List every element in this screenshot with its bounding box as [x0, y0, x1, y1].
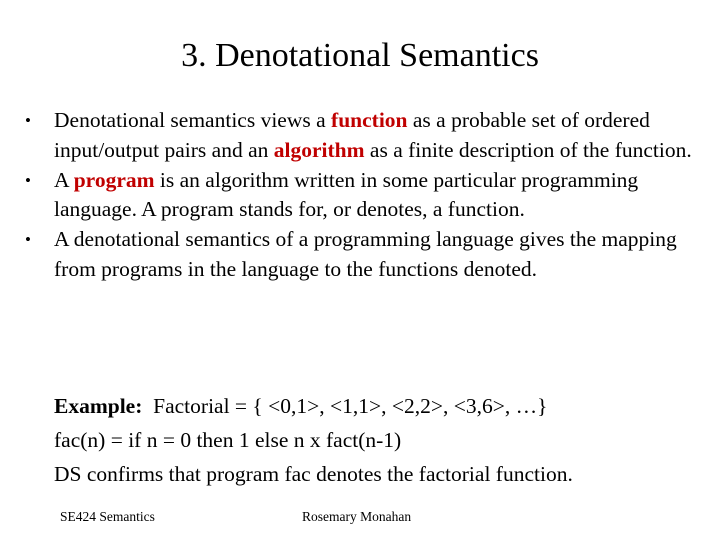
- bullet-item-program: [24, 166, 704, 226]
- example-factorial-set: Factorial = { <0,1>, <1,1>, <2,2>, <3,6>, …}: [142, 394, 548, 418]
- bullet-list: [24, 106, 704, 285]
- example-block: [54, 389, 694, 491]
- example-fac-definition: fac(n) = if n = 0 then 1 else n x fact(n-1): [54, 428, 402, 452]
- example-factorial-line: [54, 389, 694, 423]
- bullet-item-function: [24, 106, 704, 166]
- bullet-text: A: [54, 167, 74, 192]
- slide-title: 3. Denotational Semantics: [181, 37, 539, 74]
- bullet-icon: •: [25, 111, 31, 130]
- bullet-text: Denotational semantics views a: [54, 108, 332, 132]
- bullet-text: as a finite description of the function.: [364, 137, 692, 162]
- example-label: Example:: [54, 394, 143, 418]
- bullet-icon: •: [25, 170, 31, 190]
- term-function: function: [331, 108, 408, 132]
- footer-author: Rosemary Monahan: [302, 509, 412, 524]
- term-algorithm: algorithm: [273, 137, 365, 162]
- bullet-text: as a probable set of ordered input/output pairs and an: [54, 108, 650, 162]
- bullet-text: is an algorithm written in some particular programming language. A program stands for, or denotes, a function.: [54, 167, 639, 222]
- bullet-text: A denotational semantics of a programming language gives the mapping from programs in the language to the functions denoted.: [54, 227, 677, 281]
- bullet-item-denotational-semantics: [24, 225, 704, 285]
- footer-course: SE424 Semantics: [60, 509, 155, 524]
- term-program: program: [73, 167, 155, 192]
- example-conclusion: DS confirms that program fac denotes the factorial function.: [54, 462, 573, 486]
- bullet-icon: •: [25, 230, 31, 250]
